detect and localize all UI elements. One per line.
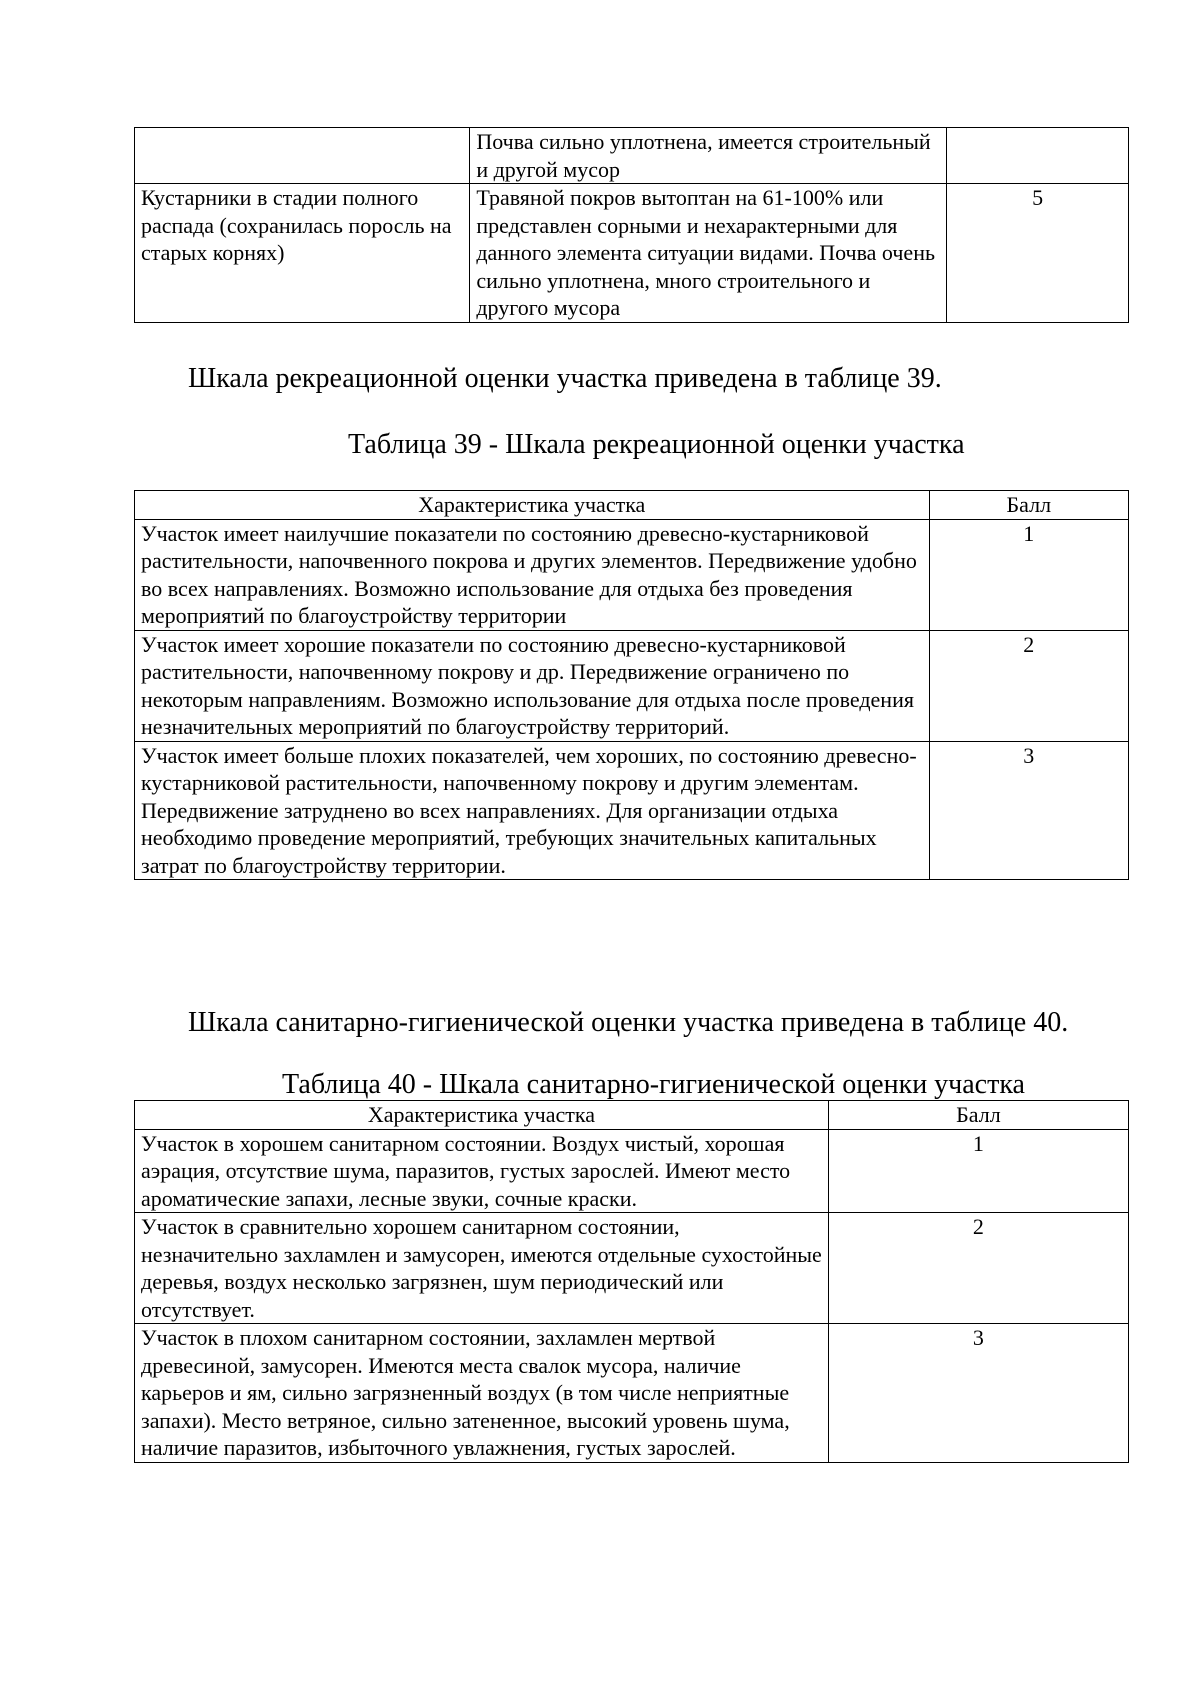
- table-header-row: [135, 1101, 1129, 1130]
- paragraph-table-40-intro: Шкала санитарно-гигиенической оценки участка приведена в таблице 40.: [188, 1007, 1069, 1038]
- table-row: [135, 519, 1129, 630]
- score-cell: 1: [929, 519, 1128, 630]
- score-cell: 3: [828, 1324, 1128, 1463]
- characteristic-cell: Участок имеет больше плохих показателей, чем хороших, по состоянию древесно-кустарниковой растительности, напочвенному покрову и другим элементам. Передвижение затруднено во всех направлениях. Для организации отдыха необходимо проведение мероприятий, требующих значительных капитальных затрат по благоустройству территории.: [135, 741, 930, 880]
- table-row: [135, 1324, 1129, 1463]
- score-cell: 1: [828, 1129, 1128, 1213]
- header-characteristic: Характеристика участка: [135, 1101, 829, 1130]
- table-row: [135, 741, 1129, 880]
- characteristic-cell: Участок в хорошем санитарном состоянии. Воздух чистый, хорошая аэрация, отсутствие шума, паразитов, густых зарослей. Имеют место ароматические запахи, лесные звуки, сочные краски.: [135, 1129, 829, 1213]
- score-cell: [947, 128, 1129, 184]
- shrubs-cell: Кустарники в стадии полного распада (сохранилась поросль на старых корнях): [135, 184, 470, 323]
- description-cell: Травяной покров вытоптан на 61-100% или представлен сорными и нехарактерными для данного элемента ситуации видами. Почва очень сильно уплотнена, много строительного и другого мусора: [470, 184, 947, 323]
- characteristic-cell: Участок в плохом санитарном состоянии, захламлен мертвой древесиной, замусорен. Имеются места свалок мусора, наличие карьеров и ям, сильно загрязненный воздух (в том числе неприятные запахи). Место ветряное, сильно затененное, высокий уровень шума, наличие паразитов, избыточного увлажнения, густых зарослей.: [135, 1324, 829, 1463]
- header-score: Балл: [929, 491, 1128, 520]
- table-39: [134, 490, 1129, 880]
- table-39-caption: Таблица 39 - Шкала рекреационной оценки участка: [348, 429, 965, 460]
- table-row: [135, 1213, 1129, 1324]
- characteristic-cell: Участок в сравнительно хорошем санитарном состоянии, незначительно захламлен и замусорен, имеются отдельные сухостойные деревья, воздух несколько загрязнен, шум периодический или отсутствует.: [135, 1213, 829, 1324]
- score-cell: 3: [929, 741, 1128, 880]
- score-cell: 2: [929, 630, 1128, 741]
- score-cell: 2: [828, 1213, 1128, 1324]
- shrubs-cell: [135, 128, 470, 184]
- table-40: [134, 1100, 1129, 1463]
- characteristic-cell: Участок имеет наилучшие показатели по состоянию древесно-кустарниковой растительности, напочвенного покрова и других элементов. Передвижение удобно во всех направлениях. Возможно использование для отдыха без проведения мероприятий по благоустройству территории: [135, 519, 930, 630]
- table-40-caption: Таблица 40 - Шкала санитарно-гигиенической оценки участка: [282, 1069, 1025, 1100]
- score-cell: 5: [947, 184, 1129, 323]
- table-row: [135, 1129, 1129, 1213]
- table-header-row: [135, 491, 1129, 520]
- table-row: [135, 630, 1129, 741]
- table-row: [135, 184, 1129, 323]
- header-characteristic: Характеристика участка: [135, 491, 930, 520]
- header-score: Балл: [828, 1101, 1128, 1130]
- continued-table: [134, 127, 1129, 323]
- description-cell: Почва сильно уплотнена, имеется строительный и другой мусор: [470, 128, 947, 184]
- table-row: [135, 128, 1129, 184]
- paragraph-table-39-intro: Шкала рекреационной оценки участка приведена в таблице 39.: [188, 363, 942, 394]
- characteristic-cell: Участок имеет хорошие показатели по состоянию древесно-кустарниковой растительности, напочвенному покрову и др. Передвижение ограничено по некоторым направлениям. Возможно использование для отдыха после проведения незначительных мероприятий по благоустройству территорий.: [135, 630, 930, 741]
